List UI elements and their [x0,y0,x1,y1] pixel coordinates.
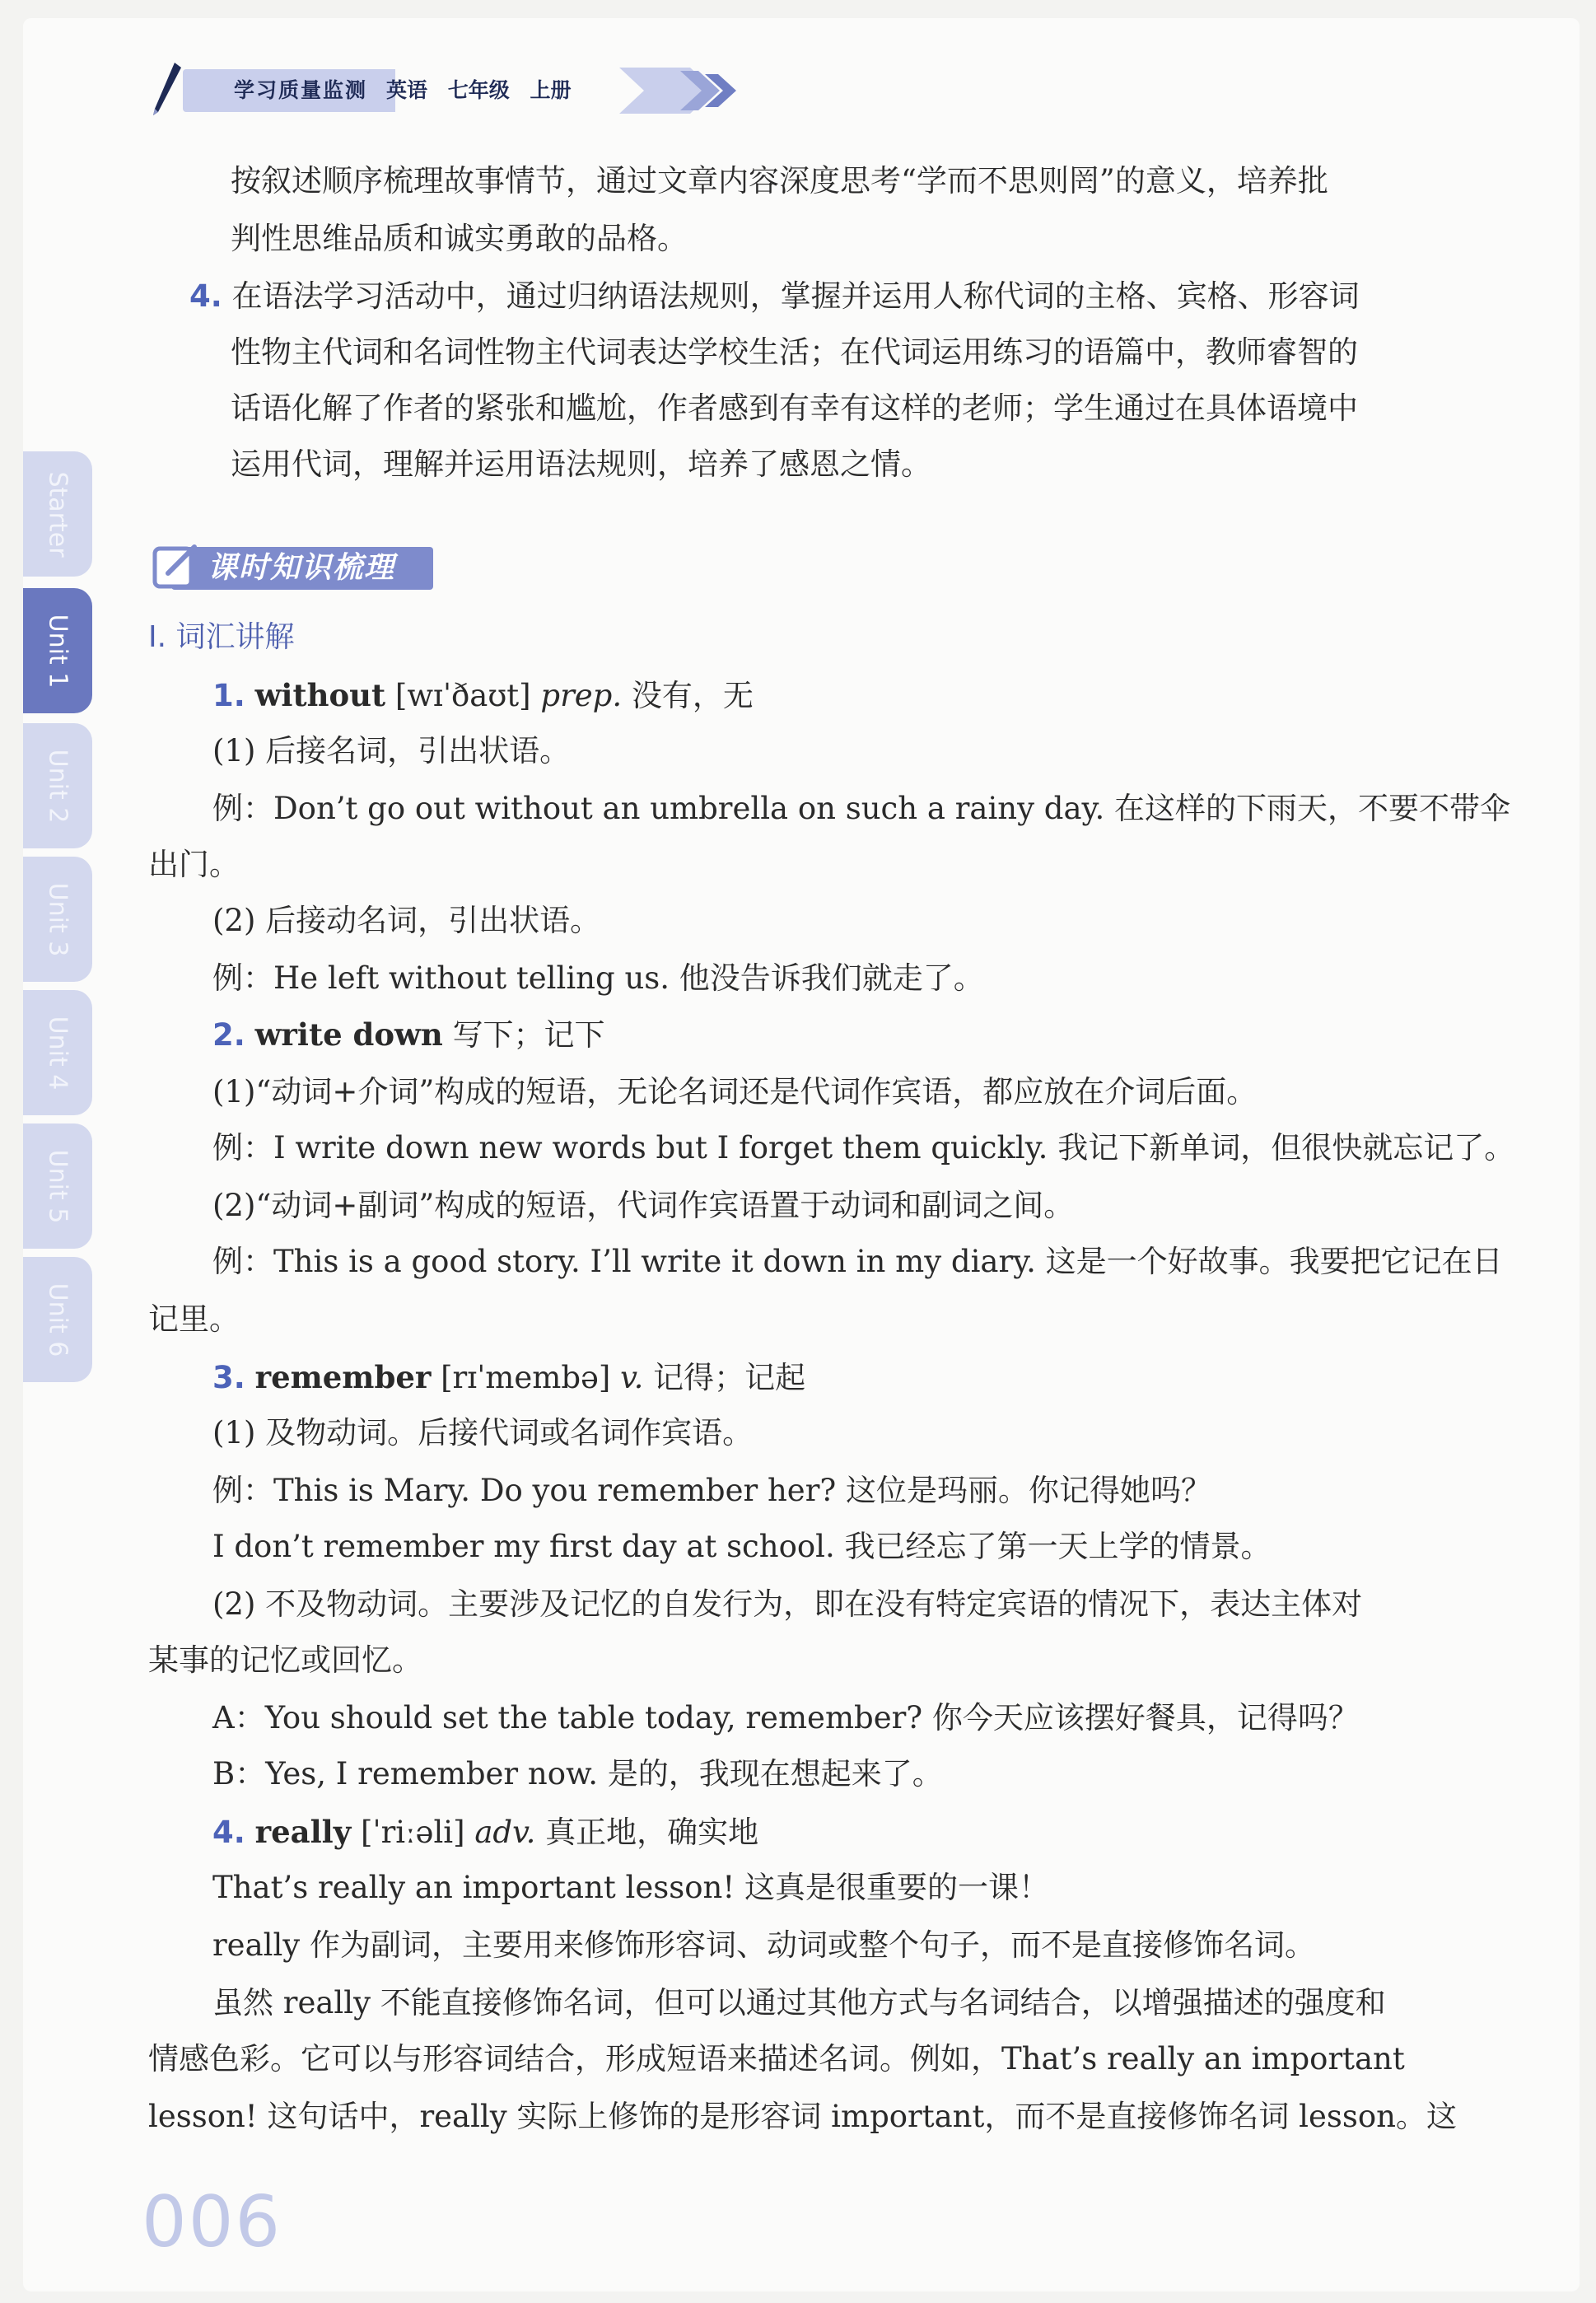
intro-p4-line2: 性物主代词和名词性物主代词表达学校生活；在代词运用练习的语篇中，教师睿智的 [231,334,1358,370]
item-number: 3. [212,1360,245,1395]
pen-icon [150,61,183,119]
item-number: 4. [189,278,222,314]
vocab-subtitle: I. 词汇讲解 [148,620,295,654]
item-number: 1. [212,678,245,713]
item-1-example-1: 例：Don’t go out without an umbrella on such a rainy day. 在这样的下雨天，不要不带伞 [212,791,1511,826]
item-2-sense-2: (2)“动词+副词”构成的短语，代词作宾语置于动词和副词之间。 [212,1188,1075,1223]
item-4-line-3: 虽然 really 不能直接修饰名词，但可以通过其他方式与名词结合，以增强描述的强度和 [212,1985,1386,2020]
item-2-sense-1: (1)“动词+介词”构成的短语，无论名词还是代词作宾语，都应放在介词后面。 [212,1074,1258,1109]
item-1-heading [212,675,754,716]
phonetic: [wɪˈðaʊt] [394,678,531,713]
notebook-pen-icon [150,540,203,593]
item-3-sense-2-cont: 某事的记忆或回忆。 [148,1642,422,1678]
tab-starter[interactable] [23,451,92,577]
item-3-example-2: I don’t remember my first day at school. 我已经忘了第一天上学的情景。 [212,1529,1272,1564]
item-3-dialogue-b: B：Yes, I remember now. 是的，我现在想起来了。 [212,1756,943,1791]
headword: remember [254,1359,432,1395]
book-info [386,69,584,112]
page-header [150,58,726,120]
section-badge [150,537,438,596]
item-2-heading [212,1015,605,1055]
grade-label: 七年级 [447,78,510,102]
page-number: 006 [142,2181,282,2263]
item-2-example-2: 例：This is a good story. I’ll write it down in my diary. 这是一个好故事。我要把它记在日 [212,1244,1503,1279]
item-3-sense-2: (2) 不及物动词。主要涉及记忆的自发行为，即在没有特定宾语的情况下，表达主体对 [212,1586,1363,1622]
item-1-example-1-cont: 出门。 [148,847,240,882]
item-4-line-4: 情感色彩。它可以与形容词结合，形成短语来描述名词。例如，That’s really an important [148,2041,1405,2076]
tab-unit-6[interactable] [23,1257,92,1382]
tab-label: Unit 6 [43,1282,72,1357]
tab-label: Unit 3 [43,882,72,956]
phonetic: [ˈriːəli] [360,1815,465,1850]
item-number: 4. [212,1815,245,1850]
intro-p4-line4: 运用代词，理解并运用语法规则，培养了感恩之情。 [231,446,931,482]
item-3-dialogue-a: A：You should set the table today, remember? 你今天应该摆好餐具，记得吗？ [212,1700,1359,1735]
item-4-example-1: That’s really an important lesson! 这真是很重要的一课！ [212,1870,1049,1905]
tab-unit-2[interactable] [23,723,92,848]
tab-label: Unit 2 [43,749,72,823]
item-2-example-1: 例：I write down new words but I forget them quickly. 我记下新单词，但很快就忘记了。 [212,1130,1515,1166]
subject-label: 英语 [386,78,428,102]
part-of-speech: adv. [474,1815,536,1850]
intro-p4-line3: 话语化解了作者的紧张和尴尬，作者感到有幸有这样的老师；学生通过在具体语境中 [231,390,1358,426]
item-4-line-5: lesson! 这句话中，really 实际上修饰的是形容词 important，而不是直接修饰名词 lesson。这 [148,2099,1457,2134]
meaning: 没有，无 [631,678,754,713]
headword: really [254,1814,352,1850]
item-number: 2. [212,1017,245,1053]
tab-unit-1[interactable] [23,588,92,713]
meaning: 真正地，确实地 [545,1815,759,1850]
headword: without [254,677,386,713]
tab-label: Starter [43,470,72,558]
item-1-example-2: 例：He left without telling us. 他没告诉我们就走了。 [212,960,984,996]
item-4-heading [212,1812,758,1852]
series-title: 学习质量监测 [183,69,395,112]
tab-unit-4[interactable] [23,990,92,1115]
tab-unit-3[interactable] [23,857,92,982]
part-of-speech: prep. [540,678,623,713]
phonetic: [rɪˈmembə] [441,1360,611,1395]
intro-p3-line2: 判性思维品质和诚实勇敢的品格。 [231,221,688,256]
tab-label: Unit 1 [43,614,72,688]
intro-p3-line1: 按叙述顺序梳理故事情节，通过文章内容深度思考“学而不思则罔”的意义，培养批 [231,163,1328,199]
item-3-heading [212,1357,805,1398]
section-title: 课时知识梳理 [208,551,396,585]
item-2-example-2-cont: 记里。 [148,1301,240,1337]
item-4-line-2: really 作为副词，主要用来修饰形容词、动词或整个句子，而不是直接修饰名词。 [212,1927,1315,1963]
item-3-sense-1: (1) 及物动词。后接代词或名词作宾语。 [212,1415,754,1450]
arrows-decoration-icon [619,64,743,117]
meaning: 记得；记起 [653,1360,806,1395]
headword: write down [254,1016,443,1053]
meaning: 写下；记下 [452,1017,605,1053]
item-1-sense-2: (2) 后接动名词，引出状语。 [212,903,601,938]
intro-p4-line1 [189,277,1360,316]
tab-unit-5[interactable] [23,1123,92,1249]
volume-label: 上册 [530,78,572,102]
item-1-sense-1: (1) 后接名词，引出状语。 [212,733,571,768]
part-of-speech: v. [620,1360,644,1395]
item-3-example-1: 例：This is Mary. Do you remember her? 这位是玛丽。你记得她吗？ [212,1473,1211,1508]
tab-label: Unit 4 [43,1016,72,1090]
intro-p4-text: 在语法学习活动中，通过归纳语法规则，掌握并运用人称代词的主格、宾格、形容词 [231,278,1360,314]
tab-label: Unit 5 [43,1149,72,1223]
